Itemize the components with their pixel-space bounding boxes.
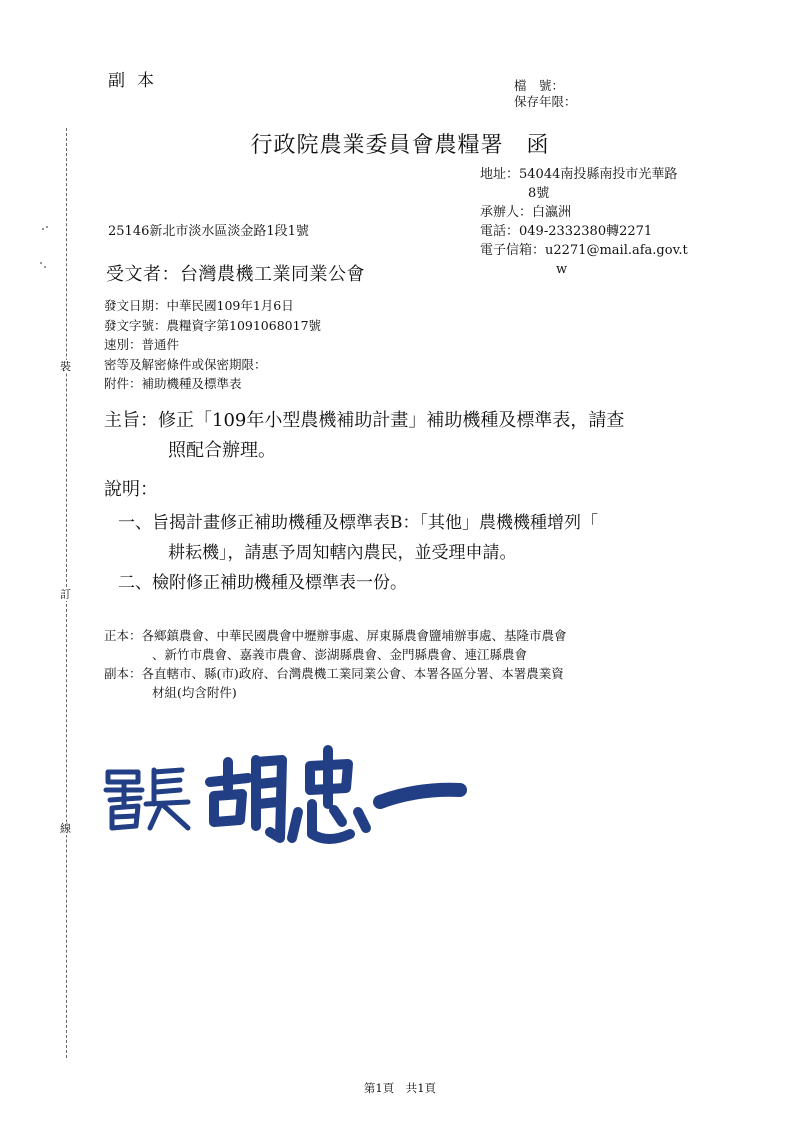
- signature-name-art: [210, 750, 460, 839]
- sender-contact-block: [480, 165, 688, 279]
- subject-line2: 照配合辦理。: [168, 440, 276, 461]
- signature-stamp: [98, 742, 478, 852]
- speed-class: 速別：普通件: [104, 337, 180, 352]
- contact-phone: 電話：049-2332380轉2271: [480, 224, 653, 239]
- file-number-block: [514, 78, 577, 110]
- original-recipients-line1: 正本：各鄉鎮農會、中華民國農會中壢辦事處、屏東縣農會鹽埔辦事處、基隆市農會: [104, 628, 567, 643]
- document-meta: [104, 296, 321, 394]
- sender-address-line2: 8號: [528, 186, 550, 201]
- signature-title-text: 署長: [108, 844, 110, 845]
- scan-speck: [44, 266, 46, 268]
- security-class: 密等及解密條件或保密期限：: [104, 356, 267, 372]
- explanation-item-2: 二、檢附修正補助機種及標準表一份。: [118, 573, 407, 593]
- explanation-label: 說明：: [104, 479, 158, 500]
- explanation-item-1: [118, 508, 598, 568]
- contact-email-line2: w: [556, 262, 568, 277]
- file-number-label: 檔 號：: [514, 78, 565, 93]
- signature-title-art: [106, 770, 188, 828]
- subject-block: [104, 406, 624, 466]
- distribution-block: [104, 626, 567, 702]
- copy-recipients-line1: 副本：各直轄市、縣(市)政府、台灣農機工業同業公會、本署各區分署、本署農業資: [104, 666, 564, 681]
- contact-person: 承辦人：白瀛洲: [480, 205, 572, 220]
- original-recipients-line2: 、新竹市農會、嘉義市農會、澎湖縣農會、金門縣農會、連江縣農會: [152, 647, 528, 662]
- recipient-address: 25146新北市淡水區淡金路1段1號: [108, 224, 309, 239]
- recipient: 受文者：台灣農機工業同業公會: [106, 264, 365, 285]
- copy-recipients-line2: 材組(均含附件): [152, 685, 237, 700]
- document-title: 行政院農業委員會農糧署 函: [250, 133, 550, 158]
- signature-name-text: 胡忠一: [208, 844, 211, 845]
- copy-mark: 副本: [108, 71, 166, 91]
- explanation-item-1-line2: 耕耘機」，請惠予周知轄內農民，並受理申請。: [168, 543, 517, 563]
- binding-mark-ding: 訂: [60, 588, 71, 601]
- attachment: 附件：補助機種及標準表: [104, 376, 242, 391]
- scan-speck: [42, 228, 44, 230]
- scan-speck: [46, 226, 48, 228]
- binding-mark-zhuang: 裝: [60, 360, 71, 373]
- issue-date: 發文日期：中華民國109年1月6日: [104, 298, 294, 313]
- sender-address-line1: 地址：54044南投縣南投市光華路: [480, 167, 678, 182]
- binding-mark-xian: 線: [60, 822, 71, 835]
- explanation-item-1-line1: 一、旨揭計畫修正補助機種及標準表B：「其他」農機機種增列「: [118, 513, 598, 533]
- scan-speck: [40, 262, 42, 264]
- retention-label: 保存年限：: [514, 94, 577, 109]
- page-number: 第1頁 共1頁: [363, 1081, 437, 1095]
- contact-email-line1: 電子信箱：u2271@mail.afa.gov.t: [480, 243, 688, 258]
- document-number: 發文字號：農糧資字第1091068017號: [104, 317, 322, 333]
- subject-line1: 主旨：修正「109年小型農機補助計畫」補助機種及標準表，請查: [104, 410, 625, 431]
